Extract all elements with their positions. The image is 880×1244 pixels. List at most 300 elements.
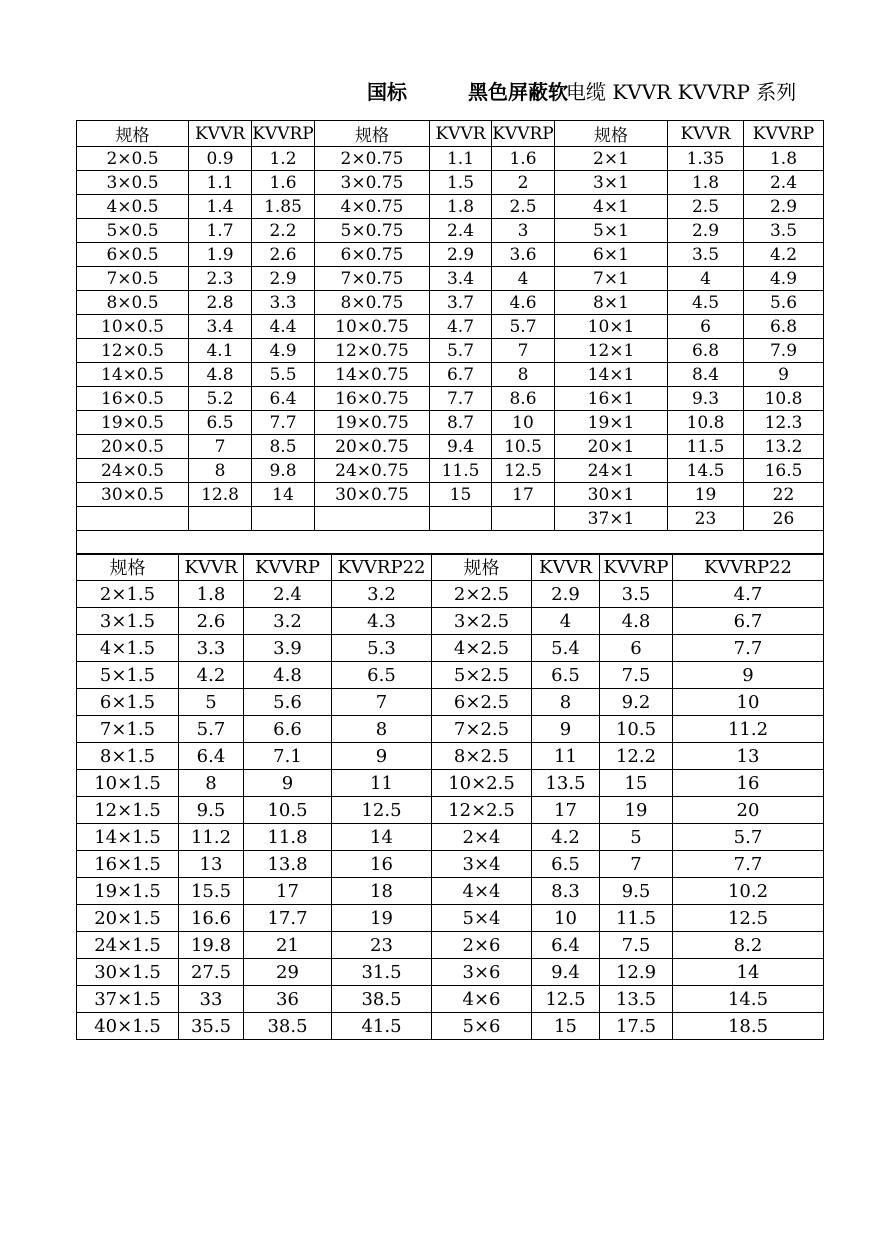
table-cell: 2.9: [668, 219, 744, 243]
table-cell: 14: [673, 959, 824, 986]
table-cell: 11: [332, 770, 432, 797]
table-cell: 6.5: [532, 851, 600, 878]
table-cell: 7: [492, 339, 555, 363]
table-cell: 2.9: [744, 195, 824, 219]
column-header: KVVRP: [492, 121, 555, 147]
table-cell: 3.4: [189, 315, 252, 339]
table-cell: 29: [244, 959, 332, 986]
table-cell: 1.8: [744, 147, 824, 171]
table-cell: 3.9: [244, 635, 332, 662]
table-cell: 33: [179, 986, 244, 1013]
table-cell: 2.9: [252, 267, 315, 291]
table-cell: 9: [744, 363, 824, 387]
column-header: KVVR: [430, 121, 492, 147]
table-cell: 5.7: [430, 339, 492, 363]
table-cell: 3.5: [744, 219, 824, 243]
table-cell: 23: [332, 932, 432, 959]
table-cell: 1.8: [430, 195, 492, 219]
table-cell: 3.3: [252, 291, 315, 315]
column-header: 规格: [432, 554, 532, 581]
table-cell: 2.4: [244, 581, 332, 608]
table-cell: 16×1.5: [77, 851, 179, 878]
table-cell: 6.4: [252, 387, 315, 411]
table-cell: 37×1.5: [77, 986, 179, 1013]
table-row: [77, 959, 824, 986]
table-cell: 20: [673, 797, 824, 824]
table-cell: 9.2: [600, 689, 673, 716]
table-cell: 2×6: [432, 932, 532, 959]
table-cell: 19×1: [555, 411, 668, 435]
table-cell: 4×4: [432, 878, 532, 905]
title-standard: 国标: [367, 80, 407, 104]
table-cell: 11.8: [244, 824, 332, 851]
table-cell: 4×2.5: [432, 635, 532, 662]
table-cell: 10.8: [744, 387, 824, 411]
table-cell: 8: [492, 363, 555, 387]
table-row: [77, 581, 824, 608]
table-row: [77, 905, 824, 932]
table-cell: 16: [332, 851, 432, 878]
table-cell: 5.6: [244, 689, 332, 716]
column-header: KVVRP: [252, 121, 315, 147]
table-cell: 22: [744, 483, 824, 507]
table-cell: 6.4: [532, 932, 600, 959]
table-cell: 9: [673, 662, 824, 689]
table-cell: 9: [244, 770, 332, 797]
table-cell: 3.7: [430, 291, 492, 315]
table-cell: 10.2: [673, 878, 824, 905]
table-cell: 19: [668, 483, 744, 507]
table-cell: [189, 507, 252, 531]
table-cell: 6.8: [744, 315, 824, 339]
table-row: [77, 459, 824, 483]
table-cell: 4.2: [179, 662, 244, 689]
table-cell: 12.8: [189, 483, 252, 507]
table-cell: 7.9: [744, 339, 824, 363]
table-cell: 11.2: [179, 824, 244, 851]
table-cell: 7×2.5: [432, 716, 532, 743]
table-cell: 6×1: [555, 243, 668, 267]
table-cell: 8×1.5: [77, 743, 179, 770]
table-cell: 6×0.5: [77, 243, 189, 267]
table-cell: 6.4: [179, 743, 244, 770]
table-row: [77, 770, 824, 797]
table-row: [77, 824, 824, 851]
table-cell: 9: [532, 716, 600, 743]
table-row: [77, 743, 824, 770]
table-cell: 40×1.5: [77, 1013, 179, 1040]
table-row: [77, 483, 824, 507]
table-cell: 2.2: [252, 219, 315, 243]
table-cell: [77, 507, 189, 531]
table-cell: 8: [189, 459, 252, 483]
table-cell: 19.8: [179, 932, 244, 959]
table-cell: 4.6: [492, 291, 555, 315]
table-cell: 36: [244, 986, 332, 1013]
table-cell: 4.9: [744, 267, 824, 291]
table-row: [77, 1013, 824, 1040]
table-row: [77, 878, 824, 905]
table-cell: 3×0.5: [77, 171, 189, 195]
table-cell: 13.2: [744, 435, 824, 459]
table-row: [77, 387, 824, 411]
table-cell: 4.4: [252, 315, 315, 339]
table-cell: 7: [189, 435, 252, 459]
table-cell: 41.5: [332, 1013, 432, 1040]
table-cell: 2×1.5: [77, 581, 179, 608]
table-cell: 11.5: [668, 435, 744, 459]
table-cell: 19×0.5: [77, 411, 189, 435]
table-row: [77, 339, 824, 363]
table-cell: 7×0.5: [77, 267, 189, 291]
table-cell: 1.9: [189, 243, 252, 267]
column-header: KVVR: [179, 554, 244, 581]
table-cell: 5: [179, 689, 244, 716]
table-cell: 7.5: [600, 932, 673, 959]
table-row: [77, 608, 824, 635]
spec-table-0.5-0.75-1: [76, 120, 824, 555]
table-cell: 4.8: [244, 662, 332, 689]
table-cell: 6: [600, 635, 673, 662]
table-cell: 12×0.5: [77, 339, 189, 363]
table-cell: 15: [430, 483, 492, 507]
table-cell: 9: [332, 743, 432, 770]
table-cell: 6.7: [673, 608, 824, 635]
table-cell: 8.2: [673, 932, 824, 959]
table-cell: 30×1.5: [77, 959, 179, 986]
table-cell: 8×0.75: [315, 291, 430, 315]
table-cell: 8: [532, 689, 600, 716]
table-cell: 19: [332, 905, 432, 932]
table-cell: 3×1.5: [77, 608, 179, 635]
table-cell: 30×1: [555, 483, 668, 507]
table-cell: 4: [492, 267, 555, 291]
table-cell: 2.3: [189, 267, 252, 291]
table-row: [77, 435, 824, 459]
table-cell: 2.9: [532, 581, 600, 608]
table-cell: 10.5: [244, 797, 332, 824]
table-cell: 2×4: [432, 824, 532, 851]
table-cell: 17: [492, 483, 555, 507]
header-row: [77, 121, 824, 147]
table-cell: 11: [532, 743, 600, 770]
table-cell: 7.7: [252, 411, 315, 435]
column-header: KVVRP: [244, 554, 332, 581]
table-cell: 7.7: [673, 635, 824, 662]
table-cell: 8×0.5: [77, 291, 189, 315]
table-cell: 30×0.5: [77, 483, 189, 507]
table-cell: 2.8: [189, 291, 252, 315]
header-row: [77, 554, 824, 581]
table-cell: 1.5: [430, 171, 492, 195]
table-cell: 16×0.5: [77, 387, 189, 411]
table-cell: 9.4: [532, 959, 600, 986]
table-cell: 12.5: [673, 905, 824, 932]
table-cell: 13.8: [244, 851, 332, 878]
table-cell: 5.7: [492, 315, 555, 339]
table-cell: 8.3: [532, 878, 600, 905]
table-cell: 16.6: [179, 905, 244, 932]
table-row: [77, 797, 824, 824]
table-cell: 8.7: [430, 411, 492, 435]
table-cell: 8: [179, 770, 244, 797]
table-row: [77, 291, 824, 315]
table-cell: 20×1: [555, 435, 668, 459]
column-header: KVVR: [532, 554, 600, 581]
table-cell: 8×2.5: [432, 743, 532, 770]
table-cell: 4.8: [189, 363, 252, 387]
table-cell: 4.2: [744, 243, 824, 267]
table-cell: 5.7: [179, 716, 244, 743]
table-cell: [430, 507, 492, 531]
table-cell: 2.6: [179, 608, 244, 635]
document-title: [0, 74, 880, 108]
table-cell: 19×0.75: [315, 411, 430, 435]
table-cell: 2.5: [492, 195, 555, 219]
table-cell: 5.7: [673, 824, 824, 851]
separator-row: [77, 531, 824, 555]
table-cell: 2.6: [252, 243, 315, 267]
table-cell: 2.4: [430, 219, 492, 243]
table-cell: 1.6: [492, 147, 555, 171]
table-cell: 12.5: [492, 459, 555, 483]
table-cell: 10: [492, 411, 555, 435]
table-cell: 7.7: [430, 387, 492, 411]
table-cell: 1.7: [189, 219, 252, 243]
table-cell: 2.4: [744, 171, 824, 195]
table-cell: 13: [179, 851, 244, 878]
table-cell: 18.5: [673, 1013, 824, 1040]
table-cell: 5×4: [432, 905, 532, 932]
table-cell: 9.8: [252, 459, 315, 483]
table-cell: 6×1.5: [77, 689, 179, 716]
table-cell: 2×2.5: [432, 581, 532, 608]
table-cell: 5.6: [744, 291, 824, 315]
table-cell: 5×0.75: [315, 219, 430, 243]
table-cell: 21: [244, 932, 332, 959]
table-cell: 10.5: [600, 716, 673, 743]
table-cell: 1.4: [189, 195, 252, 219]
column-header: 规格: [315, 121, 430, 147]
table-cell: 10×1: [555, 315, 668, 339]
table-cell: 2: [492, 171, 555, 195]
table-cell: 3.2: [244, 608, 332, 635]
table-cell: 7×1.5: [77, 716, 179, 743]
table-cell: 6×0.75: [315, 243, 430, 267]
table-cell: 12×1.5: [77, 797, 179, 824]
table-cell: 20×0.5: [77, 435, 189, 459]
table-cell: 20×1.5: [77, 905, 179, 932]
table-cell: 1.1: [189, 171, 252, 195]
table-cell: 3.5: [600, 581, 673, 608]
table-cell: 9.3: [668, 387, 744, 411]
table-row: [77, 195, 824, 219]
title-product: 黑色屏蔽软: [468, 80, 568, 104]
table-row: [77, 147, 824, 171]
table-cell: 16: [673, 770, 824, 797]
table-cell: 1.35: [668, 147, 744, 171]
table-cell: 7: [600, 851, 673, 878]
table-cell: 9.5: [179, 797, 244, 824]
table-cell: 3×6: [432, 959, 532, 986]
table-cell: 7.7: [673, 851, 824, 878]
table-row: [77, 315, 824, 339]
table-cell: 15: [532, 1013, 600, 1040]
table-cell: 10.8: [668, 411, 744, 435]
table-cell: 12.5: [532, 986, 600, 1013]
column-header: KVVR: [189, 121, 252, 147]
table-cell: 5.3: [332, 635, 432, 662]
table-cell: 24×1: [555, 459, 668, 483]
table-cell: 5.5: [252, 363, 315, 387]
table-cell: 14: [252, 483, 315, 507]
table-cell: 3×0.75: [315, 171, 430, 195]
table-cell: 4.1: [189, 339, 252, 363]
column-header: 规格: [77, 554, 179, 581]
table-row: [77, 932, 824, 959]
table-cell: 10×0.75: [315, 315, 430, 339]
table-cell: 6.6: [244, 716, 332, 743]
column-header: KVVRP: [600, 554, 673, 581]
table-row: [77, 851, 824, 878]
table-cell: 8×1: [555, 291, 668, 315]
column-header: 规格: [77, 121, 189, 147]
table-cell: 4×1.5: [77, 635, 179, 662]
table-cell: 5.4: [532, 635, 600, 662]
table-cell: 16×1: [555, 387, 668, 411]
table-cell: 6.8: [668, 339, 744, 363]
table-row: [77, 986, 824, 1013]
table-cell: 26: [744, 507, 824, 531]
table-cell: 24×0.5: [77, 459, 189, 483]
table-cell: 3.2: [332, 581, 432, 608]
table-cell: 11.5: [430, 459, 492, 483]
table-cell: 4.9: [252, 339, 315, 363]
table-cell: 11.5: [600, 905, 673, 932]
table-cell: 3×2.5: [432, 608, 532, 635]
table-cell: 31.5: [332, 959, 432, 986]
table-cell: 38.5: [332, 986, 432, 1013]
table-cell: 30×0.75: [315, 483, 430, 507]
table-cell: 14×0.5: [77, 363, 189, 387]
table-cell: 1.2: [252, 147, 315, 171]
table-row: [77, 507, 824, 531]
table-cell: 2×1: [555, 147, 668, 171]
table-cell: 11.2: [673, 716, 824, 743]
table-cell: 4: [668, 267, 744, 291]
table-cell: 12×1: [555, 339, 668, 363]
table-cell: 15: [600, 770, 673, 797]
table-cell: 13: [673, 743, 824, 770]
table-cell: [492, 507, 555, 531]
table-cell: 4.7: [430, 315, 492, 339]
table-row: [77, 689, 824, 716]
table-cell: 0.9: [189, 147, 252, 171]
column-header: KVVR: [668, 121, 744, 147]
table-cell: 7×1: [555, 267, 668, 291]
column-header: 规格: [555, 121, 668, 147]
table-cell: 17: [244, 878, 332, 905]
table-cell: 7.5: [600, 662, 673, 689]
table-cell: 17: [532, 797, 600, 824]
table-cell: 24×1.5: [77, 932, 179, 959]
table-cell: 14: [332, 824, 432, 851]
table-cell: 4: [532, 608, 600, 635]
table-cell: 10.5: [492, 435, 555, 459]
table-row: [77, 716, 824, 743]
table-cell: 1.8: [179, 581, 244, 608]
table-cell: 13.5: [600, 986, 673, 1013]
table-cell: 14×1: [555, 363, 668, 387]
table-row: [77, 411, 824, 435]
table-cell: 10×1.5: [77, 770, 179, 797]
table-row: [77, 267, 824, 291]
table-cell: 4×0.75: [315, 195, 430, 219]
table-cell: 2×0.75: [315, 147, 430, 171]
table-cell: 3.6: [492, 243, 555, 267]
table-cell: 10×0.5: [77, 315, 189, 339]
table-cell: 5×0.5: [77, 219, 189, 243]
table-cell: [315, 507, 430, 531]
table-cell: 6.5: [532, 662, 600, 689]
separator-cell: [77, 531, 824, 555]
table-cell: 37×1: [555, 507, 668, 531]
table-row: [77, 363, 824, 387]
table-cell: 3.4: [430, 267, 492, 291]
table-cell: 5×6: [432, 1013, 532, 1040]
table-cell: 9.4: [430, 435, 492, 459]
table-row: [77, 662, 824, 689]
table-row: [77, 171, 824, 195]
table-cell: 4×1: [555, 195, 668, 219]
table-cell: 8: [332, 716, 432, 743]
table-cell: 16×0.75: [315, 387, 430, 411]
column-header: KVVRP22: [332, 554, 432, 581]
table-cell: 6.5: [332, 662, 432, 689]
table-cell: 7×0.75: [315, 267, 430, 291]
table-row: [77, 243, 824, 267]
table-cell: 7: [332, 689, 432, 716]
table-cell: 5×2.5: [432, 662, 532, 689]
table-cell: [252, 507, 315, 531]
table-cell: 6×2.5: [432, 689, 532, 716]
table-cell: 10: [673, 689, 824, 716]
table-cell: 38.5: [244, 1013, 332, 1040]
table-cell: 19×1.5: [77, 878, 179, 905]
table-cell: 4.3: [332, 608, 432, 635]
table-cell: 6.7: [430, 363, 492, 387]
table-cell: 10×2.5: [432, 770, 532, 797]
table-cell: 15.5: [179, 878, 244, 905]
table-cell: 4.5: [668, 291, 744, 315]
table-cell: 16.5: [744, 459, 824, 483]
table-cell: 2×0.5: [77, 147, 189, 171]
table-cell: 20×0.75: [315, 435, 430, 459]
table-cell: 3.5: [668, 243, 744, 267]
table-cell: 7.1: [244, 743, 332, 770]
column-header: KVVRP22: [673, 554, 824, 581]
table-cell: 35.5: [179, 1013, 244, 1040]
table-cell: 3×4: [432, 851, 532, 878]
table-cell: 5×1: [555, 219, 668, 243]
table-cell: 1.1: [430, 147, 492, 171]
spec-table-1.5-2.5-4-6: [76, 553, 824, 1040]
table-cell: 12.5: [332, 797, 432, 824]
table-cell: 17.7: [244, 905, 332, 932]
table-cell: 6: [668, 315, 744, 339]
table-cell: 1.8: [668, 171, 744, 195]
table-cell: 2.9: [430, 243, 492, 267]
